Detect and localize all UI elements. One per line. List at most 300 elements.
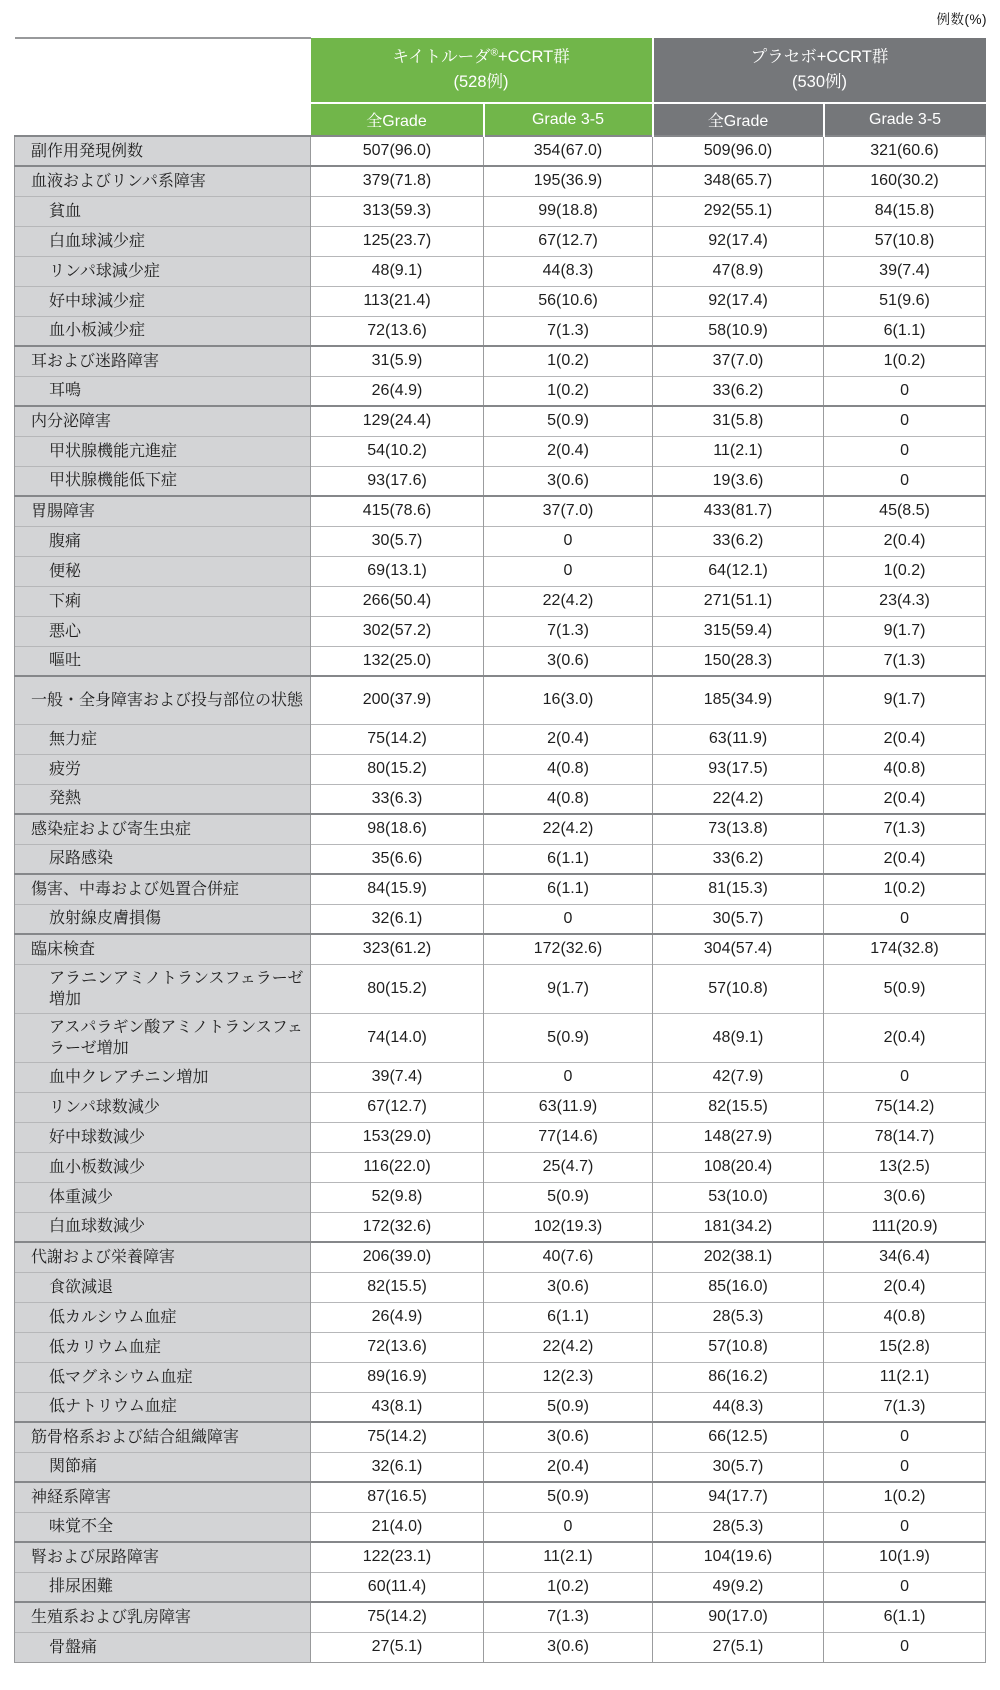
count-percent-cell: 32(6.1) xyxy=(311,904,484,934)
table-row xyxy=(15,1122,986,1152)
count-percent-cell: 116(22.0) xyxy=(311,1152,484,1182)
count-percent-cell: 25(4.7) xyxy=(484,1152,653,1182)
count-percent-cell: 74(14.0) xyxy=(311,1013,484,1062)
count-percent-cell: 5(0.9) xyxy=(484,1013,653,1062)
table-row xyxy=(15,436,986,466)
count-percent-cell: 4(0.8) xyxy=(824,754,986,784)
count-percent-cell: 56(10.6) xyxy=(484,286,653,316)
soc-category-label: 副作用発現例数 xyxy=(15,136,311,166)
count-percent-cell: 78(14.7) xyxy=(824,1122,986,1152)
count-percent-cell: 72(13.6) xyxy=(311,1332,484,1362)
count-percent-cell: 81(15.3) xyxy=(653,874,824,904)
count-percent-cell: 2(0.4) xyxy=(824,724,986,754)
count-percent-cell: 9(1.7) xyxy=(824,676,986,724)
count-percent-cell: 21(4.0) xyxy=(311,1512,484,1542)
count-percent-cell: 2(0.4) xyxy=(824,526,986,556)
adverse-event-term-label: 血中クレアチニン増加 xyxy=(15,1062,311,1092)
subheader-treatment-grade-3-5: Grade 3-5 xyxy=(484,103,653,136)
adverse-event-term-label: 血小板減少症 xyxy=(15,316,311,346)
count-percent-cell: 7(1.3) xyxy=(824,646,986,676)
count-percent-cell: 0 xyxy=(824,1512,986,1542)
count-percent-cell: 150(28.3) xyxy=(653,646,824,676)
count-percent-cell: 0 xyxy=(824,1632,986,1662)
count-percent-cell: 2(0.4) xyxy=(484,724,653,754)
table-row xyxy=(15,1452,986,1482)
count-percent-cell: 89(16.9) xyxy=(311,1362,484,1392)
table-row xyxy=(15,556,986,586)
count-percent-cell: 7(1.3) xyxy=(824,814,986,844)
count-percent-cell: 0 xyxy=(484,1512,653,1542)
count-percent-cell: 0 xyxy=(824,1572,986,1602)
count-percent-cell: 92(17.4) xyxy=(653,286,824,316)
count-percent-cell: 94(17.7) xyxy=(653,1482,824,1512)
table-row xyxy=(15,1302,986,1332)
count-percent-cell: 43(8.1) xyxy=(311,1392,484,1422)
count-percent-cell: 5(0.9) xyxy=(484,1482,653,1512)
count-percent-cell: 9(1.7) xyxy=(824,616,986,646)
table-row xyxy=(15,784,986,814)
count-percent-cell: 22(4.2) xyxy=(484,586,653,616)
count-percent-cell: 57(10.8) xyxy=(824,226,986,256)
count-percent-cell: 1(0.2) xyxy=(824,556,986,586)
count-percent-cell: 202(38.1) xyxy=(653,1242,824,1272)
adverse-event-term-label: 排尿困難 xyxy=(15,1572,311,1602)
adverse-event-term-label: リンパ球数減少 xyxy=(15,1092,311,1122)
count-percent-cell: 1(0.2) xyxy=(824,1482,986,1512)
count-percent-cell: 2(0.4) xyxy=(824,784,986,814)
count-percent-cell: 129(24.4) xyxy=(311,406,484,436)
table-row xyxy=(15,1542,986,1572)
unit-label: 例数(%) xyxy=(936,12,987,27)
table-row xyxy=(15,1422,986,1452)
count-percent-cell: 75(14.2) xyxy=(824,1092,986,1122)
treatment-group-n: (528例) xyxy=(453,73,509,91)
count-percent-cell: 125(23.7) xyxy=(311,226,484,256)
adverse-event-term-label: 甲状腺機能低下症 xyxy=(15,466,311,496)
count-percent-cell: 415(78.6) xyxy=(311,496,484,526)
count-percent-cell: 42(7.9) xyxy=(653,1062,824,1092)
table-row xyxy=(15,136,986,166)
count-percent-cell: 507(96.0) xyxy=(311,136,484,166)
table-row xyxy=(15,1092,986,1122)
count-percent-cell: 302(57.2) xyxy=(311,616,484,646)
count-percent-cell: 66(12.5) xyxy=(653,1422,824,1452)
adverse-event-term-label: 血小板数減少 xyxy=(15,1152,311,1182)
count-percent-cell: 7(1.3) xyxy=(484,316,653,346)
count-percent-cell: 84(15.9) xyxy=(311,874,484,904)
count-percent-cell: 75(14.2) xyxy=(311,1602,484,1632)
count-percent-cell: 348(65.7) xyxy=(653,166,824,196)
table-row xyxy=(15,1362,986,1392)
count-percent-cell: 0 xyxy=(824,1422,986,1452)
table-row xyxy=(15,466,986,496)
adverse-event-term-label: 低マグネシウム血症 xyxy=(15,1362,311,1392)
count-percent-cell: 0 xyxy=(824,376,986,406)
count-percent-cell: 33(6.2) xyxy=(653,376,824,406)
placebo-group-name: プラセボ xyxy=(750,48,817,67)
count-percent-cell: 26(4.9) xyxy=(311,376,484,406)
count-percent-cell: 37(7.0) xyxy=(653,346,824,376)
count-percent-cell: 102(19.3) xyxy=(484,1212,653,1242)
count-percent-cell: 10(1.9) xyxy=(824,1542,986,1572)
treatment-group-name: キイトルーダ xyxy=(392,48,491,67)
count-percent-cell: 67(12.7) xyxy=(484,226,653,256)
adverse-event-term-label: 好中球数減少 xyxy=(15,1122,311,1152)
table-row xyxy=(15,526,986,556)
count-percent-cell: 0 xyxy=(824,1452,986,1482)
table-row xyxy=(15,1482,986,1512)
placebo-group-n: (530例) xyxy=(792,73,848,91)
table-row xyxy=(15,844,986,874)
adverse-event-term-label: 骨盤痛 xyxy=(15,1632,311,1662)
count-percent-cell: 132(25.0) xyxy=(311,646,484,676)
count-percent-cell: 4(0.8) xyxy=(824,1302,986,1332)
adverse-event-term-label: 貧血 xyxy=(15,196,311,226)
count-percent-cell: 92(17.4) xyxy=(653,226,824,256)
soc-category-label: 耳および迷路障害 xyxy=(15,346,311,376)
count-percent-cell: 0 xyxy=(824,406,986,436)
table-row xyxy=(15,1062,986,1092)
count-percent-cell: 82(15.5) xyxy=(311,1272,484,1302)
count-percent-cell: 6(1.1) xyxy=(484,1302,653,1332)
count-percent-cell: 87(16.5) xyxy=(311,1482,484,1512)
table-row xyxy=(15,1272,986,1302)
soc-category-label: 血液およびリンパ系障害 xyxy=(15,166,311,196)
count-percent-cell: 39(7.4) xyxy=(311,1062,484,1092)
soc-category-label: 代謝および栄養障害 xyxy=(15,1242,311,1272)
count-percent-cell: 19(3.6) xyxy=(653,466,824,496)
count-percent-cell: 2(0.4) xyxy=(824,1013,986,1062)
count-percent-cell: 266(50.4) xyxy=(311,586,484,616)
table-row xyxy=(15,754,986,784)
count-percent-cell: 5(0.9) xyxy=(484,1182,653,1212)
count-percent-cell: 93(17.6) xyxy=(311,466,484,496)
count-percent-cell: 75(14.2) xyxy=(311,724,484,754)
adverse-event-term-label: 甲状腺機能亢進症 xyxy=(15,436,311,466)
count-percent-cell: 15(2.8) xyxy=(824,1332,986,1362)
count-percent-cell: 5(0.9) xyxy=(824,964,986,1013)
count-percent-cell: 108(20.4) xyxy=(653,1152,824,1182)
table-row xyxy=(15,166,986,196)
count-percent-cell: 153(29.0) xyxy=(311,1122,484,1152)
count-percent-cell: 3(0.6) xyxy=(484,466,653,496)
count-percent-cell: 315(59.4) xyxy=(653,616,824,646)
count-percent-cell: 321(60.6) xyxy=(824,136,986,166)
count-percent-cell: 39(7.4) xyxy=(824,256,986,286)
count-percent-cell: 379(71.8) xyxy=(311,166,484,196)
count-percent-cell: 12(2.3) xyxy=(484,1362,653,1392)
count-percent-cell: 57(10.8) xyxy=(653,1332,824,1362)
table-row xyxy=(15,1392,986,1422)
count-percent-cell: 28(5.3) xyxy=(653,1512,824,1542)
soc-category-label: 内分泌障害 xyxy=(15,406,311,436)
group-header-row xyxy=(15,38,986,103)
soc-category-label: 筋骨格系および結合組織障害 xyxy=(15,1422,311,1452)
count-percent-cell: 69(13.1) xyxy=(311,556,484,586)
adverse-event-term-label: 低カルシウム血症 xyxy=(15,1302,311,1332)
count-percent-cell: 90(17.0) xyxy=(653,1602,824,1632)
count-percent-cell: 323(61.2) xyxy=(311,934,484,964)
count-percent-cell: 22(4.2) xyxy=(484,1332,653,1362)
count-percent-cell: 30(5.7) xyxy=(653,904,824,934)
soc-category-label: 腎および尿路障害 xyxy=(15,1542,311,1572)
count-percent-cell: 104(19.6) xyxy=(653,1542,824,1572)
subheader-placebo-all-grade: 全Grade xyxy=(653,103,824,136)
count-percent-cell: 13(2.5) xyxy=(824,1152,986,1182)
subheader-placebo-grade-3-5: Grade 3-5 xyxy=(824,103,986,136)
placebo-group-header xyxy=(653,38,986,103)
adverse-event-term-label: 嘔吐 xyxy=(15,646,311,676)
adverse-event-term-label: 白血球減少症 xyxy=(15,226,311,256)
count-percent-cell: 53(10.0) xyxy=(653,1182,824,1212)
count-percent-cell: 0 xyxy=(484,904,653,934)
count-percent-cell: 75(14.2) xyxy=(311,1422,484,1452)
count-percent-cell: 292(55.1) xyxy=(653,196,824,226)
adverse-event-term-label: アスパラギン酸アミノトランスフェラーゼ増加 xyxy=(15,1013,311,1062)
soc-category-label: 一般・全身障害および投与部位の状態 xyxy=(15,676,311,724)
count-percent-cell: 99(18.8) xyxy=(484,196,653,226)
table-row xyxy=(15,226,986,256)
table-row xyxy=(15,1632,986,1662)
count-percent-cell: 148(27.9) xyxy=(653,1122,824,1152)
adverse-event-term-label: 低ナトリウム血症 xyxy=(15,1392,311,1422)
count-percent-cell: 77(14.6) xyxy=(484,1122,653,1152)
table-row xyxy=(15,1013,986,1062)
table-row xyxy=(15,406,986,436)
count-percent-cell: 64(12.1) xyxy=(653,556,824,586)
adverse-event-term-label: 便秘 xyxy=(15,556,311,586)
count-percent-cell: 7(1.3) xyxy=(824,1392,986,1422)
count-percent-cell: 11(2.1) xyxy=(824,1362,986,1392)
count-percent-cell: 23(4.3) xyxy=(824,586,986,616)
count-percent-cell: 86(16.2) xyxy=(653,1362,824,1392)
count-percent-cell: 354(67.0) xyxy=(484,136,653,166)
adverse-event-term-label: 下痢 xyxy=(15,586,311,616)
count-percent-cell: 0 xyxy=(484,526,653,556)
adverse-event-term-label: 白血球数減少 xyxy=(15,1212,311,1242)
placebo-group-suffix: +CCRT群 xyxy=(816,48,889,67)
table-row xyxy=(15,724,986,754)
soc-category-label: 胃腸障害 xyxy=(15,496,311,526)
count-percent-cell: 33(6.2) xyxy=(653,844,824,874)
table-row xyxy=(15,1242,986,1272)
treatment-group-header xyxy=(311,38,653,103)
count-percent-cell: 31(5.8) xyxy=(653,406,824,436)
table-row xyxy=(15,1152,986,1182)
soc-category-label: 感染症および寄生虫症 xyxy=(15,814,311,844)
count-percent-cell: 172(32.6) xyxy=(484,934,653,964)
count-percent-cell: 0 xyxy=(824,466,986,496)
count-percent-cell: 27(5.1) xyxy=(311,1632,484,1662)
corner-cell xyxy=(15,38,311,136)
table-row xyxy=(15,256,986,286)
table-row xyxy=(15,196,986,226)
adverse-event-term-label: 尿路感染 xyxy=(15,844,311,874)
count-percent-cell: 181(34.2) xyxy=(653,1212,824,1242)
count-percent-cell: 4(0.8) xyxy=(484,754,653,784)
adverse-event-term-label: 発熱 xyxy=(15,784,311,814)
table-row xyxy=(15,496,986,526)
count-percent-cell: 98(18.6) xyxy=(311,814,484,844)
count-percent-cell: 0 xyxy=(824,904,986,934)
count-percent-cell: 433(81.7) xyxy=(653,496,824,526)
table-row xyxy=(15,316,986,346)
count-percent-cell: 1(0.2) xyxy=(824,346,986,376)
count-percent-cell: 27(5.1) xyxy=(653,1632,824,1662)
count-percent-cell: 160(30.2) xyxy=(824,166,986,196)
count-percent-cell: 509(96.0) xyxy=(653,136,824,166)
table-row xyxy=(15,616,986,646)
count-percent-cell: 11(2.1) xyxy=(653,436,824,466)
count-percent-cell: 6(1.1) xyxy=(824,1602,986,1632)
count-percent-cell: 73(13.8) xyxy=(653,814,824,844)
count-percent-cell: 195(36.9) xyxy=(484,166,653,196)
count-percent-cell: 3(0.6) xyxy=(484,1422,653,1452)
count-percent-cell: 34(6.4) xyxy=(824,1242,986,1272)
count-percent-cell: 7(1.3) xyxy=(484,1602,653,1632)
count-percent-cell: 11(2.1) xyxy=(484,1542,653,1572)
count-percent-cell: 47(8.9) xyxy=(653,256,824,286)
count-percent-cell: 1(0.2) xyxy=(824,874,986,904)
count-percent-cell: 6(1.1) xyxy=(484,844,653,874)
table-row xyxy=(15,646,986,676)
count-percent-cell: 3(0.6) xyxy=(484,1272,653,1302)
table-row xyxy=(15,1332,986,1362)
count-percent-cell: 49(9.2) xyxy=(653,1572,824,1602)
subheader-treatment-all-grade: 全Grade xyxy=(311,103,484,136)
treatment-group-suffix: +CCRT群 xyxy=(498,48,570,67)
adverse-event-term-label: リンパ球減少症 xyxy=(15,256,311,286)
count-percent-cell: 271(51.1) xyxy=(653,586,824,616)
table-row xyxy=(15,1182,986,1212)
table-row xyxy=(15,964,986,1013)
count-percent-cell: 185(34.9) xyxy=(653,676,824,724)
count-percent-cell: 313(59.3) xyxy=(311,196,484,226)
count-percent-cell: 3(0.6) xyxy=(824,1182,986,1212)
table-row xyxy=(15,1512,986,1542)
count-percent-cell: 52(9.8) xyxy=(311,1182,484,1212)
count-percent-cell: 32(6.1) xyxy=(311,1452,484,1482)
count-percent-cell: 1(0.2) xyxy=(484,346,653,376)
adverse-event-term-label: 体重減少 xyxy=(15,1182,311,1212)
count-percent-cell: 113(21.4) xyxy=(311,286,484,316)
count-percent-cell: 63(11.9) xyxy=(484,1092,653,1122)
adverse-event-term-label: 味覚不全 xyxy=(15,1512,311,1542)
count-percent-cell: 28(5.3) xyxy=(653,1302,824,1332)
count-percent-cell: 37(7.0) xyxy=(484,496,653,526)
count-percent-cell: 85(16.0) xyxy=(653,1272,824,1302)
count-percent-cell: 84(15.8) xyxy=(824,196,986,226)
count-percent-cell: 51(9.6) xyxy=(824,286,986,316)
table-row xyxy=(15,346,986,376)
table-row xyxy=(15,286,986,316)
count-percent-cell: 48(9.1) xyxy=(653,1013,824,1062)
count-percent-cell: 3(0.6) xyxy=(484,1632,653,1662)
count-percent-cell: 44(8.3) xyxy=(653,1392,824,1422)
adverse-events-table xyxy=(14,37,986,1663)
count-percent-cell: 0 xyxy=(484,1062,653,1092)
table-row xyxy=(15,904,986,934)
count-percent-cell: 0 xyxy=(824,1062,986,1092)
count-percent-cell: 1(0.2) xyxy=(484,376,653,406)
count-percent-cell: 0 xyxy=(824,436,986,466)
table-row xyxy=(15,874,986,904)
count-percent-cell: 0 xyxy=(484,556,653,586)
count-percent-cell: 16(3.0) xyxy=(484,676,653,724)
adverse-event-term-label: 悪心 xyxy=(15,616,311,646)
table-row xyxy=(15,586,986,616)
table-row xyxy=(15,1602,986,1632)
count-percent-cell: 200(37.9) xyxy=(311,676,484,724)
count-percent-cell: 9(1.7) xyxy=(484,964,653,1013)
count-percent-cell: 174(32.8) xyxy=(824,934,986,964)
count-percent-cell: 58(10.9) xyxy=(653,316,824,346)
adverse-event-term-label: 腹痛 xyxy=(15,526,311,556)
count-percent-cell: 30(5.7) xyxy=(311,526,484,556)
adverse-event-term-label: 無力症 xyxy=(15,724,311,754)
adverse-event-term-label: 食欲減退 xyxy=(15,1272,311,1302)
count-percent-cell: 57(10.8) xyxy=(653,964,824,1013)
count-percent-cell: 6(1.1) xyxy=(824,316,986,346)
count-percent-cell: 82(15.5) xyxy=(653,1092,824,1122)
registered-trademark-mark: ® xyxy=(490,47,499,59)
count-percent-cell: 206(39.0) xyxy=(311,1242,484,1272)
soc-category-label: 生殖系および乳房障害 xyxy=(15,1602,311,1632)
count-percent-cell: 22(4.2) xyxy=(484,814,653,844)
count-percent-cell: 44(8.3) xyxy=(484,256,653,286)
count-percent-cell: 45(8.5) xyxy=(824,496,986,526)
count-percent-cell: 63(11.9) xyxy=(653,724,824,754)
table-row xyxy=(15,1212,986,1242)
count-percent-cell: 22(4.2) xyxy=(653,784,824,814)
count-percent-cell: 111(20.9) xyxy=(824,1212,986,1242)
adverse-event-term-label: 好中球減少症 xyxy=(15,286,311,316)
count-percent-cell: 2(0.4) xyxy=(484,1452,653,1482)
table-row xyxy=(15,676,986,724)
count-percent-cell: 26(4.9) xyxy=(311,1302,484,1332)
adverse-event-term-label: 低カリウム血症 xyxy=(15,1332,311,1362)
count-percent-cell: 72(13.6) xyxy=(311,316,484,346)
adverse-event-term-label: 疲労 xyxy=(15,754,311,784)
count-percent-cell: 4(0.8) xyxy=(484,784,653,814)
adverse-event-term-label: 耳鳴 xyxy=(15,376,311,406)
count-percent-cell: 2(0.4) xyxy=(824,1272,986,1302)
adverse-event-term-label: 関節痛 xyxy=(15,1452,311,1482)
count-percent-cell: 31(5.9) xyxy=(311,346,484,376)
count-percent-cell: 122(23.1) xyxy=(311,1542,484,1572)
adverse-event-term-label: アラニンアミノトランスフェラーゼ増加 xyxy=(15,964,311,1013)
count-percent-cell: 5(0.9) xyxy=(484,1392,653,1422)
count-percent-cell: 60(11.4) xyxy=(311,1572,484,1602)
table-row xyxy=(15,376,986,406)
count-percent-cell: 80(15.2) xyxy=(311,754,484,784)
count-percent-cell: 7(1.3) xyxy=(484,616,653,646)
table-row xyxy=(15,1572,986,1602)
count-percent-cell: 35(6.6) xyxy=(311,844,484,874)
soc-category-label: 臨床検査 xyxy=(15,934,311,964)
count-percent-cell: 6(1.1) xyxy=(484,874,653,904)
count-percent-cell: 2(0.4) xyxy=(824,844,986,874)
count-percent-cell: 1(0.2) xyxy=(484,1572,653,1602)
soc-category-label: 傷害、中毒および処置合併症 xyxy=(15,874,311,904)
adverse-event-term-label: 放射線皮膚損傷 xyxy=(15,904,311,934)
count-percent-cell: 3(0.6) xyxy=(484,646,653,676)
table-row xyxy=(15,934,986,964)
count-percent-cell: 30(5.7) xyxy=(653,1452,824,1482)
count-percent-cell: 48(9.1) xyxy=(311,256,484,286)
count-percent-cell: 172(32.6) xyxy=(311,1212,484,1242)
count-percent-cell: 67(12.7) xyxy=(311,1092,484,1122)
